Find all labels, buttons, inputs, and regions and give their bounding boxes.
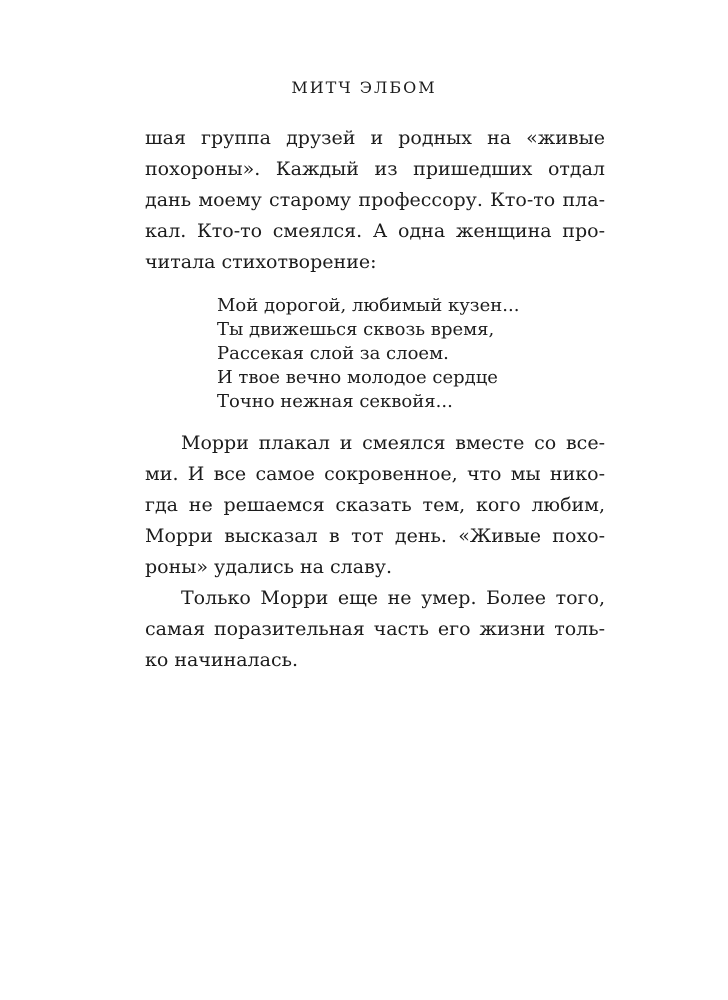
poem-line: Мой дорогой, любимый кузен... (217, 295, 520, 316)
text-line: ми. И все самое сокровенное, что мы нико- (145, 463, 605, 485)
poem-line: Рассекая слой за слоем. (217, 343, 449, 364)
poem-line: Точно нежная секвойя... (217, 391, 453, 412)
text-line: Морри плакал и смеялся вместе со все- (181, 432, 605, 454)
paragraph-3 (145, 583, 605, 676)
text-line: ко начиналась. (145, 649, 298, 671)
text-line: читала стихотворение: (145, 251, 377, 273)
poem-line: Ты движешься сквозь время, (217, 319, 495, 340)
poem-line: И твое вечно молодое сердце (217, 367, 498, 388)
text-line: дань моему старому профессору. Кто-то пла- (145, 189, 605, 211)
paragraph-2 (145, 428, 605, 583)
text-line: Только Морри еще не умер. Более того, (181, 587, 605, 609)
text-line: шая группа друзей и родных на «живые (145, 127, 605, 149)
text-line: кал. Кто-то смеялся. А одна женщина про- (145, 220, 605, 242)
running-header: МИТЧ ЭЛБОМ (291, 78, 437, 97)
text-line: гда не решаемся сказать тем, кого любим, (145, 494, 605, 516)
text-line: самая поразительная часть его жизни толь- (145, 618, 605, 640)
poem-stanza (217, 294, 605, 414)
text-line: роны» удались на славу. (145, 556, 392, 578)
text-line: Морри высказал в тот день. «Живые похо- (145, 525, 605, 547)
paragraph-1 (145, 123, 605, 278)
body-text (145, 123, 605, 676)
text-line: похороны». Каждый из пришедших отдал (145, 158, 605, 180)
